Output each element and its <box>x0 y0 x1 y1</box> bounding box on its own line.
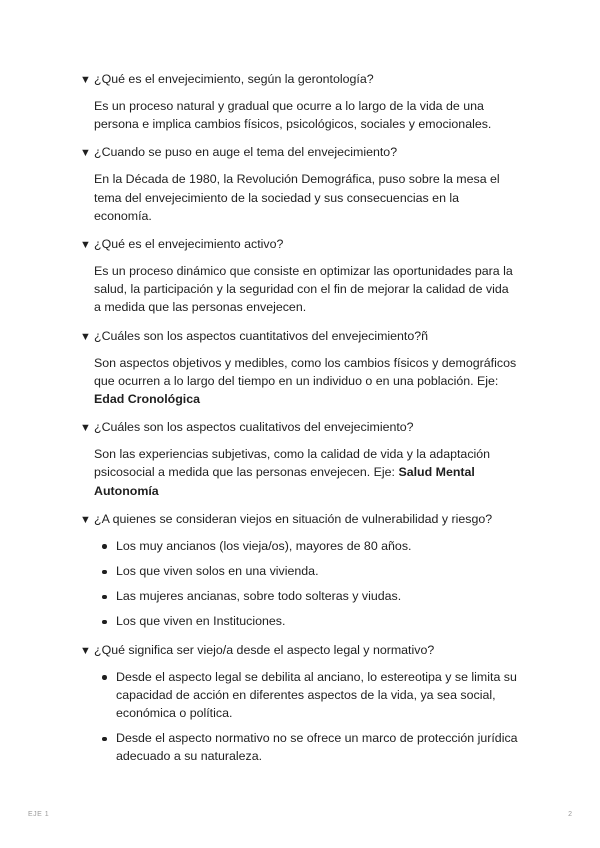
bullet-list <box>94 537 518 631</box>
toggle-question: ¿A quienes se consideran viejos en situación de vulnerabilidad y riesgo? <box>94 511 493 526</box>
toggle-answer <box>94 445 518 500</box>
toggle-block <box>78 235 518 317</box>
toggle-answer: En la Década de 1980, la Revolución Demográfica, puso sobre la mesa el tema del envejecimiento de la sociedad y sus consecuencias en la economía. <box>94 172 500 223</box>
triangle-down-icon[interactable]: ▼ <box>80 147 91 160</box>
toggle-answer: Es un proceso natural y gradual que ocurre a lo largo de la vida de una persona e implica cambios físicos, psicológicos, sociales y emocionales. <box>94 99 492 132</box>
toggle-content <box>94 354 518 409</box>
toggle-header[interactable] <box>78 510 518 529</box>
toggle-header[interactable] <box>78 70 518 89</box>
toggle-content <box>94 97 518 133</box>
toggle-block <box>78 418 518 500</box>
toggle-header[interactable] <box>78 641 518 660</box>
toggle-content <box>94 668 518 766</box>
toggle-content <box>94 262 518 317</box>
triangle-down-icon[interactable]: ▼ <box>80 239 91 252</box>
toggle-block <box>78 510 518 631</box>
toggle-question: ¿Qué es el envejecimiento, según la gerontología? <box>94 72 374 86</box>
bullet-list <box>94 668 518 766</box>
triangle-down-icon[interactable]: ▼ <box>80 74 91 86</box>
toggle-content <box>94 537 518 631</box>
toggle-answer <box>94 354 518 409</box>
footer-section-label: EJE 1 <box>28 811 50 818</box>
triangle-down-icon[interactable]: ▼ <box>80 513 91 526</box>
toggle-question: ¿Cuáles son los aspectos cuantitativos del envejecimiento?ñ <box>94 328 429 343</box>
toggle-content <box>94 445 518 500</box>
triangle-down-icon[interactable]: ▼ <box>80 330 91 343</box>
answer-bold-term: Edad Cronológica <box>94 392 201 407</box>
triangle-down-icon[interactable]: ▼ <box>80 644 91 657</box>
toggle-content <box>94 170 518 225</box>
toggle-header[interactable] <box>78 235 518 254</box>
document-body <box>78 70 518 776</box>
list-item: Los que viven solos en una vivienda. <box>94 562 518 580</box>
toggle-header[interactable] <box>78 327 518 346</box>
list-item: Desde el aspecto normativo no se ofrece un marco de protección jurídica adecuado a su naturaleza. <box>94 729 518 765</box>
answer-text: Son las experiencias subjetivas, como la calidad de vida y la adaptación psicosocial a medida que las personas envejecen. Eje: <box>94 447 491 480</box>
answer-text: Son aspectos objetivos y medibles, como los cambios físicos y demográficos que ocurren a lo largo del tiempo en un individuo o en una población. Eje: <box>94 355 517 388</box>
list-item: Los que viven en Instituciones. <box>94 612 518 630</box>
toggle-block <box>78 143 518 225</box>
toggle-header[interactable] <box>78 418 518 437</box>
list-item: Las mujeres ancianas, sobre todo solteras y viudas. <box>94 587 518 605</box>
toggle-header[interactable] <box>78 143 518 162</box>
toggle-question: ¿Cuando se puso en auge el tema del envejecimiento? <box>94 145 398 160</box>
triangle-down-icon[interactable]: ▼ <box>80 422 91 435</box>
toggle-block <box>78 70 518 133</box>
toggle-question: ¿Cuáles son los aspectos cualitativos del envejecimiento? <box>94 420 414 435</box>
list-item: Desde el aspecto legal se debilita al anciano, lo estereotipa y se limita su capacidad de acción en diferentes aspectos de la vida, ya sea social, económica o política. <box>94 668 518 723</box>
toggle-question: ¿Qué significa ser viejo/a desde el aspecto legal y normativo? <box>94 642 435 657</box>
footer-page-number: 2 <box>568 811 572 818</box>
toggle-answer: Es un proceso dinámico que consiste en optimizar las oportunidades para la salud, la participación y la seguridad con el fin de mejorar la calidad de vida a medida que las personas envejecen. <box>94 264 513 315</box>
toggle-question: ¿Qué es el envejecimiento activo? <box>94 237 284 252</box>
toggle-block <box>78 327 518 409</box>
toggle-block <box>78 641 518 766</box>
answer-bold-term: Salud Mental Autonomía <box>94 465 475 498</box>
list-item: Los muy ancianos (los vieja/os), mayores de 80 años. <box>94 537 518 555</box>
